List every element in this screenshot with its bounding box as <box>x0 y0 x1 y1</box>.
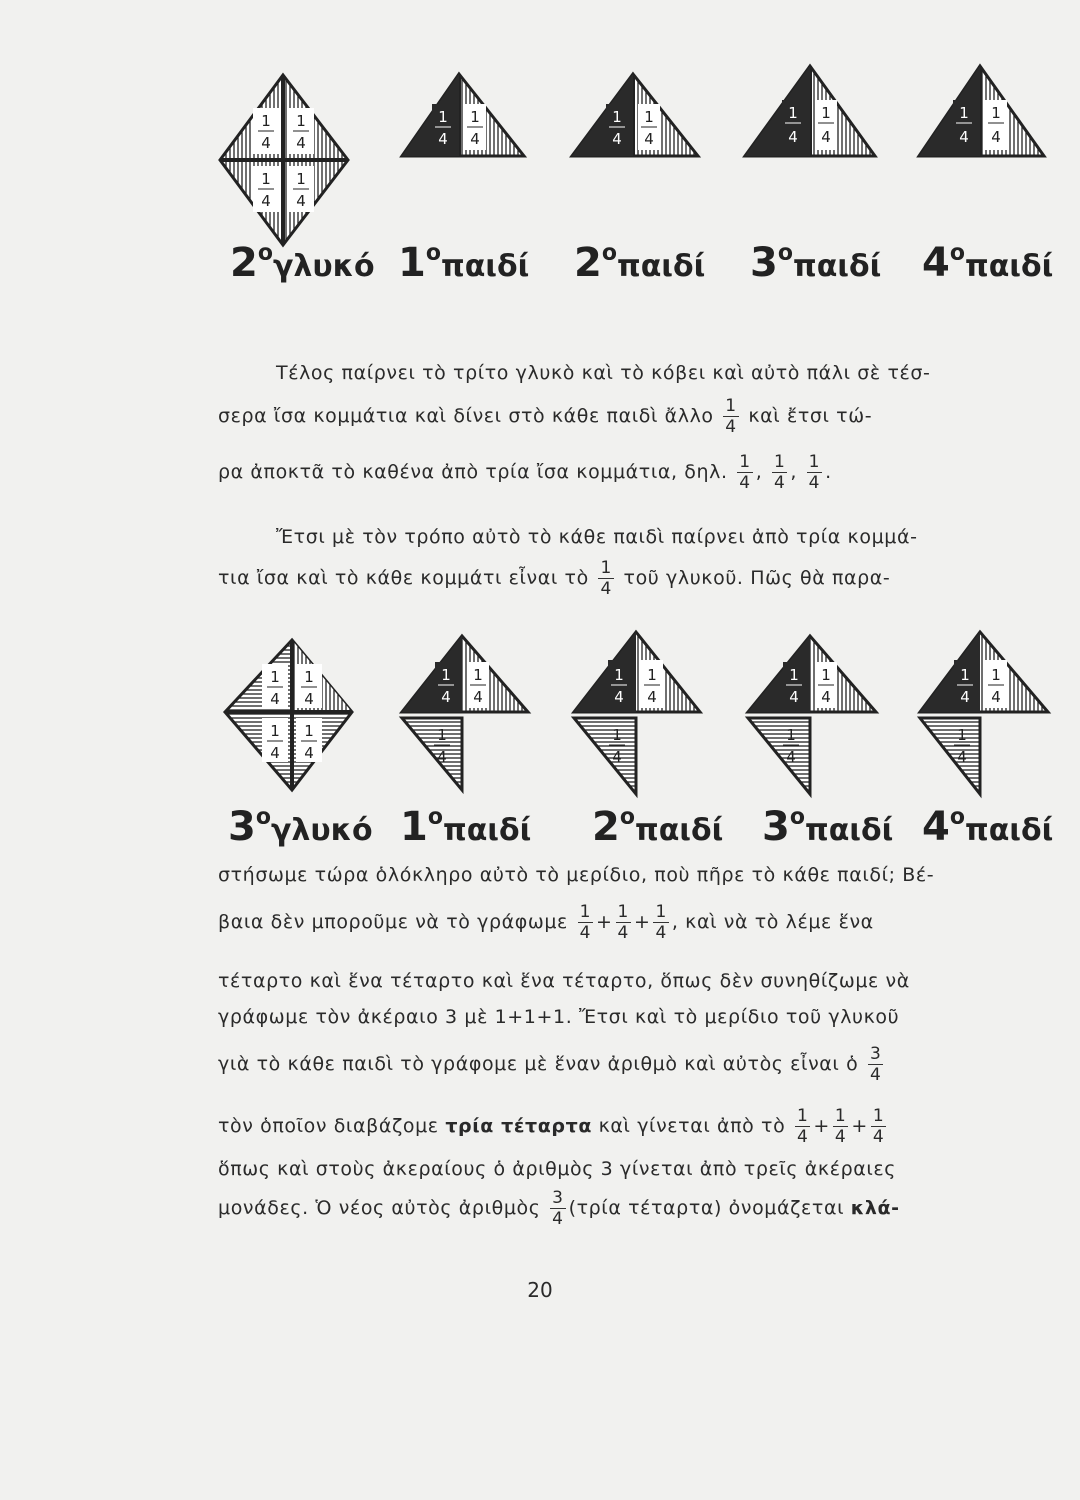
label-child-2: $2^o\pi\alpha\iota\delta ί$ <box>592 804 724 850</box>
label-sweet-2: $2^o\gamma\lambda\upsilon\kappa ό$ <box>230 240 375 286</box>
svg-text:4: 4 <box>959 128 969 146</box>
svg-text:1: 1 <box>788 104 798 122</box>
label-child-2: $2^o\pi\alpha\iota\delta ί$ <box>574 240 706 286</box>
svg-text:4: 4 <box>438 130 448 148</box>
svg-text:1: 1 <box>261 112 271 130</box>
svg-text:4: 4 <box>647 688 657 706</box>
svg-text:4: 4 <box>957 748 967 766</box>
label-child-1: $1^o\pi\alpha\iota\delta ί$ <box>398 240 530 286</box>
label-child-3: $3^o\pi\alpha\iota\delta ί$ <box>750 240 882 286</box>
svg-text:4: 4 <box>960 688 970 706</box>
svg-text:1: 1 <box>304 668 314 686</box>
label-child-4: $4^o\pi\alpha\iota\delta ί$ <box>922 240 1054 286</box>
svg-text:4: 4 <box>612 748 622 766</box>
svg-text:4: 4 <box>437 748 447 766</box>
fraction: $\frac{3}{4}$ <box>869 1044 882 1085</box>
page-number: 20 <box>527 1278 553 1302</box>
svg-text:4: 4 <box>261 192 271 210</box>
svg-text:1: 1 <box>270 668 280 686</box>
svg-text:1: 1 <box>612 108 622 126</box>
fraction: $\frac{1}{4}$ <box>808 452 821 493</box>
svg-text:1: 1 <box>786 726 796 744</box>
label-child-3: $3^o\pi\alpha\iota\delta ί$ <box>762 804 894 850</box>
svg-text:4: 4 <box>991 688 1001 706</box>
svg-text:4: 4 <box>296 192 306 210</box>
text-line: ὅπως καὶ στοὺς ἀκεραίους ὁ ἀριθμὸς 3 γίνεται ἀπὸ τρεῖς ἀκέραιες <box>218 1158 897 1180</box>
svg-text:1: 1 <box>644 108 654 126</box>
text-line: Ἔτσι μὲ τὸν τρόπο αὐτὸ τὸ κάθε παιδὶ παίρνει ἀπὸ τρία κομμά- <box>276 526 918 548</box>
text-line: βαια δὲν μποροῦμε νὰ τὸ γράφωμε $\frac{1}{4}$ + $\frac{1}{4}$ + $\frac{1}{4}$ , καὶ νὰ τὸ λέμε ἕνα <box>218 902 874 943</box>
svg-text:4: 4 <box>270 744 280 762</box>
svg-text:1: 1 <box>473 666 483 684</box>
svg-text:4: 4 <box>612 130 622 148</box>
fraction: $\frac{3}{4}$ <box>552 1188 564 1229</box>
text-line: γράφωμε τὸν ἀκέραιο 3 μὲ 1+1+1. Ἔτσι καὶ τὸ μερίδιο τοῦ γλυκοῦ <box>218 1006 900 1028</box>
svg-text:1: 1 <box>991 666 1001 684</box>
text-line: Τέλος παίρνει τὸ τρίτο γλυκὸ καὶ τὸ κόβει καὶ αὐτὸ πάλι σὲ τέσ- <box>276 362 931 384</box>
text-line: γιὰ τὸ κάθε παιδὶ τὸ γράφομε μὲ ἕναν ἀριθμὸ καὶ αὐτὸς εἶναι ὁ $\frac{3}{4}$ <box>218 1044 882 1085</box>
svg-text:1: 1 <box>991 104 1001 122</box>
svg-text:4: 4 <box>304 744 314 762</box>
svg-text:4: 4 <box>786 748 796 766</box>
text-line: τια ἴσα καὶ τὸ κάθε κομμάτι εἶναι τὸ $\frac{1}{4}$ τοῦ γλυκοῦ. Πῶς θὰ παρα- <box>218 558 891 599</box>
svg-text:1: 1 <box>960 666 970 684</box>
svg-text:4: 4 <box>788 128 798 146</box>
text-line: στήσωμε τώρα ὁλόκληρο αὐτὸ τὸ μερίδιο, ποὺ πῆρε τὸ κάθε παιδί; Βέ- <box>218 864 935 886</box>
svg-text:4: 4 <box>261 134 271 152</box>
svg-text:4: 4 <box>991 128 1001 146</box>
svg-text:1: 1 <box>261 170 271 188</box>
text-line: σερα ἴσα κομμάτια καὶ δίνει στὸ κάθε παιδὶ ἄλλο $\frac{1}{4}$ καὶ ἔτσι τώ- <box>218 396 873 437</box>
text-line: μονάδες. Ὁ νέος αὐτὸς ἀριθμὸς $\frac{3}{4}$ (τρία τέταρτα) ὀνομάζεται κλά- <box>218 1188 900 1229</box>
fraction: $\frac{1}{4}$ <box>872 1106 885 1147</box>
svg-text:1: 1 <box>437 726 447 744</box>
triangle-piece-icon <box>748 636 876 794</box>
svg-text:1: 1 <box>821 104 831 122</box>
text-line: ρα ἀποκτᾶ τὸ καθένα ἀπὸ τρία ἴσα κομμάτια, δηλ. $\frac{1}{4}$ , $\frac{1}{4}$ , $\frac{1}{4}$ . <box>218 452 832 493</box>
svg-text:4: 4 <box>470 130 480 148</box>
svg-text:1: 1 <box>821 666 831 684</box>
label-child-4: $4^o\pi\alpha\iota\delta ί$ <box>922 804 1054 850</box>
text-line: τὸν ὁποῖον διαβάζομε τρία τέταρτα καὶ γίνεται ἀπὸ τὸ $\frac{1}{4}$ + $\frac{1}{4}$ + $\frac{1}{4}$ <box>218 1106 885 1147</box>
svg-text:4: 4 <box>304 690 314 708</box>
label-sweet-3: $3^o\gamma\lambda\upsilon\kappa ό$ <box>228 804 373 850</box>
svg-text:4: 4 <box>270 690 280 708</box>
svg-text:1: 1 <box>441 666 451 684</box>
fraction: $\frac{1}{4}$ <box>739 452 751 493</box>
svg-text:1: 1 <box>959 104 969 122</box>
triangle-piece-icon <box>402 636 528 790</box>
fraction: $\frac{1}{4}$ <box>725 396 737 437</box>
svg-text:4: 4 <box>296 134 306 152</box>
fraction: $\frac{1}{4}$ <box>617 902 629 943</box>
fraction: $\frac{1}{4}$ <box>655 902 667 943</box>
svg-text:1: 1 <box>296 112 306 130</box>
svg-text:4: 4 <box>821 128 831 146</box>
fraction: $\frac{1}{4}$ <box>796 1106 809 1147</box>
fraction: $\frac{1}{4}$ <box>773 452 786 493</box>
label-child-1: $1^o\pi\alpha\iota\delta ί$ <box>400 804 532 850</box>
text-line: τέταρτο καὶ ἕνα τέταρτο καὶ ἕνα τέταρτο, ὅπως δὲν συνηθίζωμε νὰ <box>218 970 910 992</box>
svg-text:1: 1 <box>304 722 314 740</box>
triangle-piece-icon <box>574 632 700 794</box>
fraction: $\frac{1}{4}$ <box>579 902 591 943</box>
svg-text:1: 1 <box>438 108 448 126</box>
svg-text:1: 1 <box>789 666 799 684</box>
svg-text:1: 1 <box>957 726 967 744</box>
svg-text:1: 1 <box>470 108 480 126</box>
triangle-piece-icon <box>920 632 1048 794</box>
svg-text:1: 1 <box>296 170 306 188</box>
svg-text:1: 1 <box>647 666 657 684</box>
svg-text:4: 4 <box>614 688 624 706</box>
svg-text:1: 1 <box>270 722 280 740</box>
svg-text:4: 4 <box>821 688 831 706</box>
fraction: $\frac{1}{4}$ <box>600 558 612 599</box>
svg-text:4: 4 <box>644 130 654 148</box>
fraction: $\frac{1}{4}$ <box>834 1106 847 1147</box>
svg-text:1: 1 <box>614 666 624 684</box>
diamond-sweet-icon <box>225 640 352 790</box>
svg-text:1: 1 <box>612 726 622 744</box>
svg-text:4: 4 <box>789 688 799 706</box>
svg-text:4: 4 <box>441 688 451 706</box>
svg-text:4: 4 <box>473 688 483 706</box>
